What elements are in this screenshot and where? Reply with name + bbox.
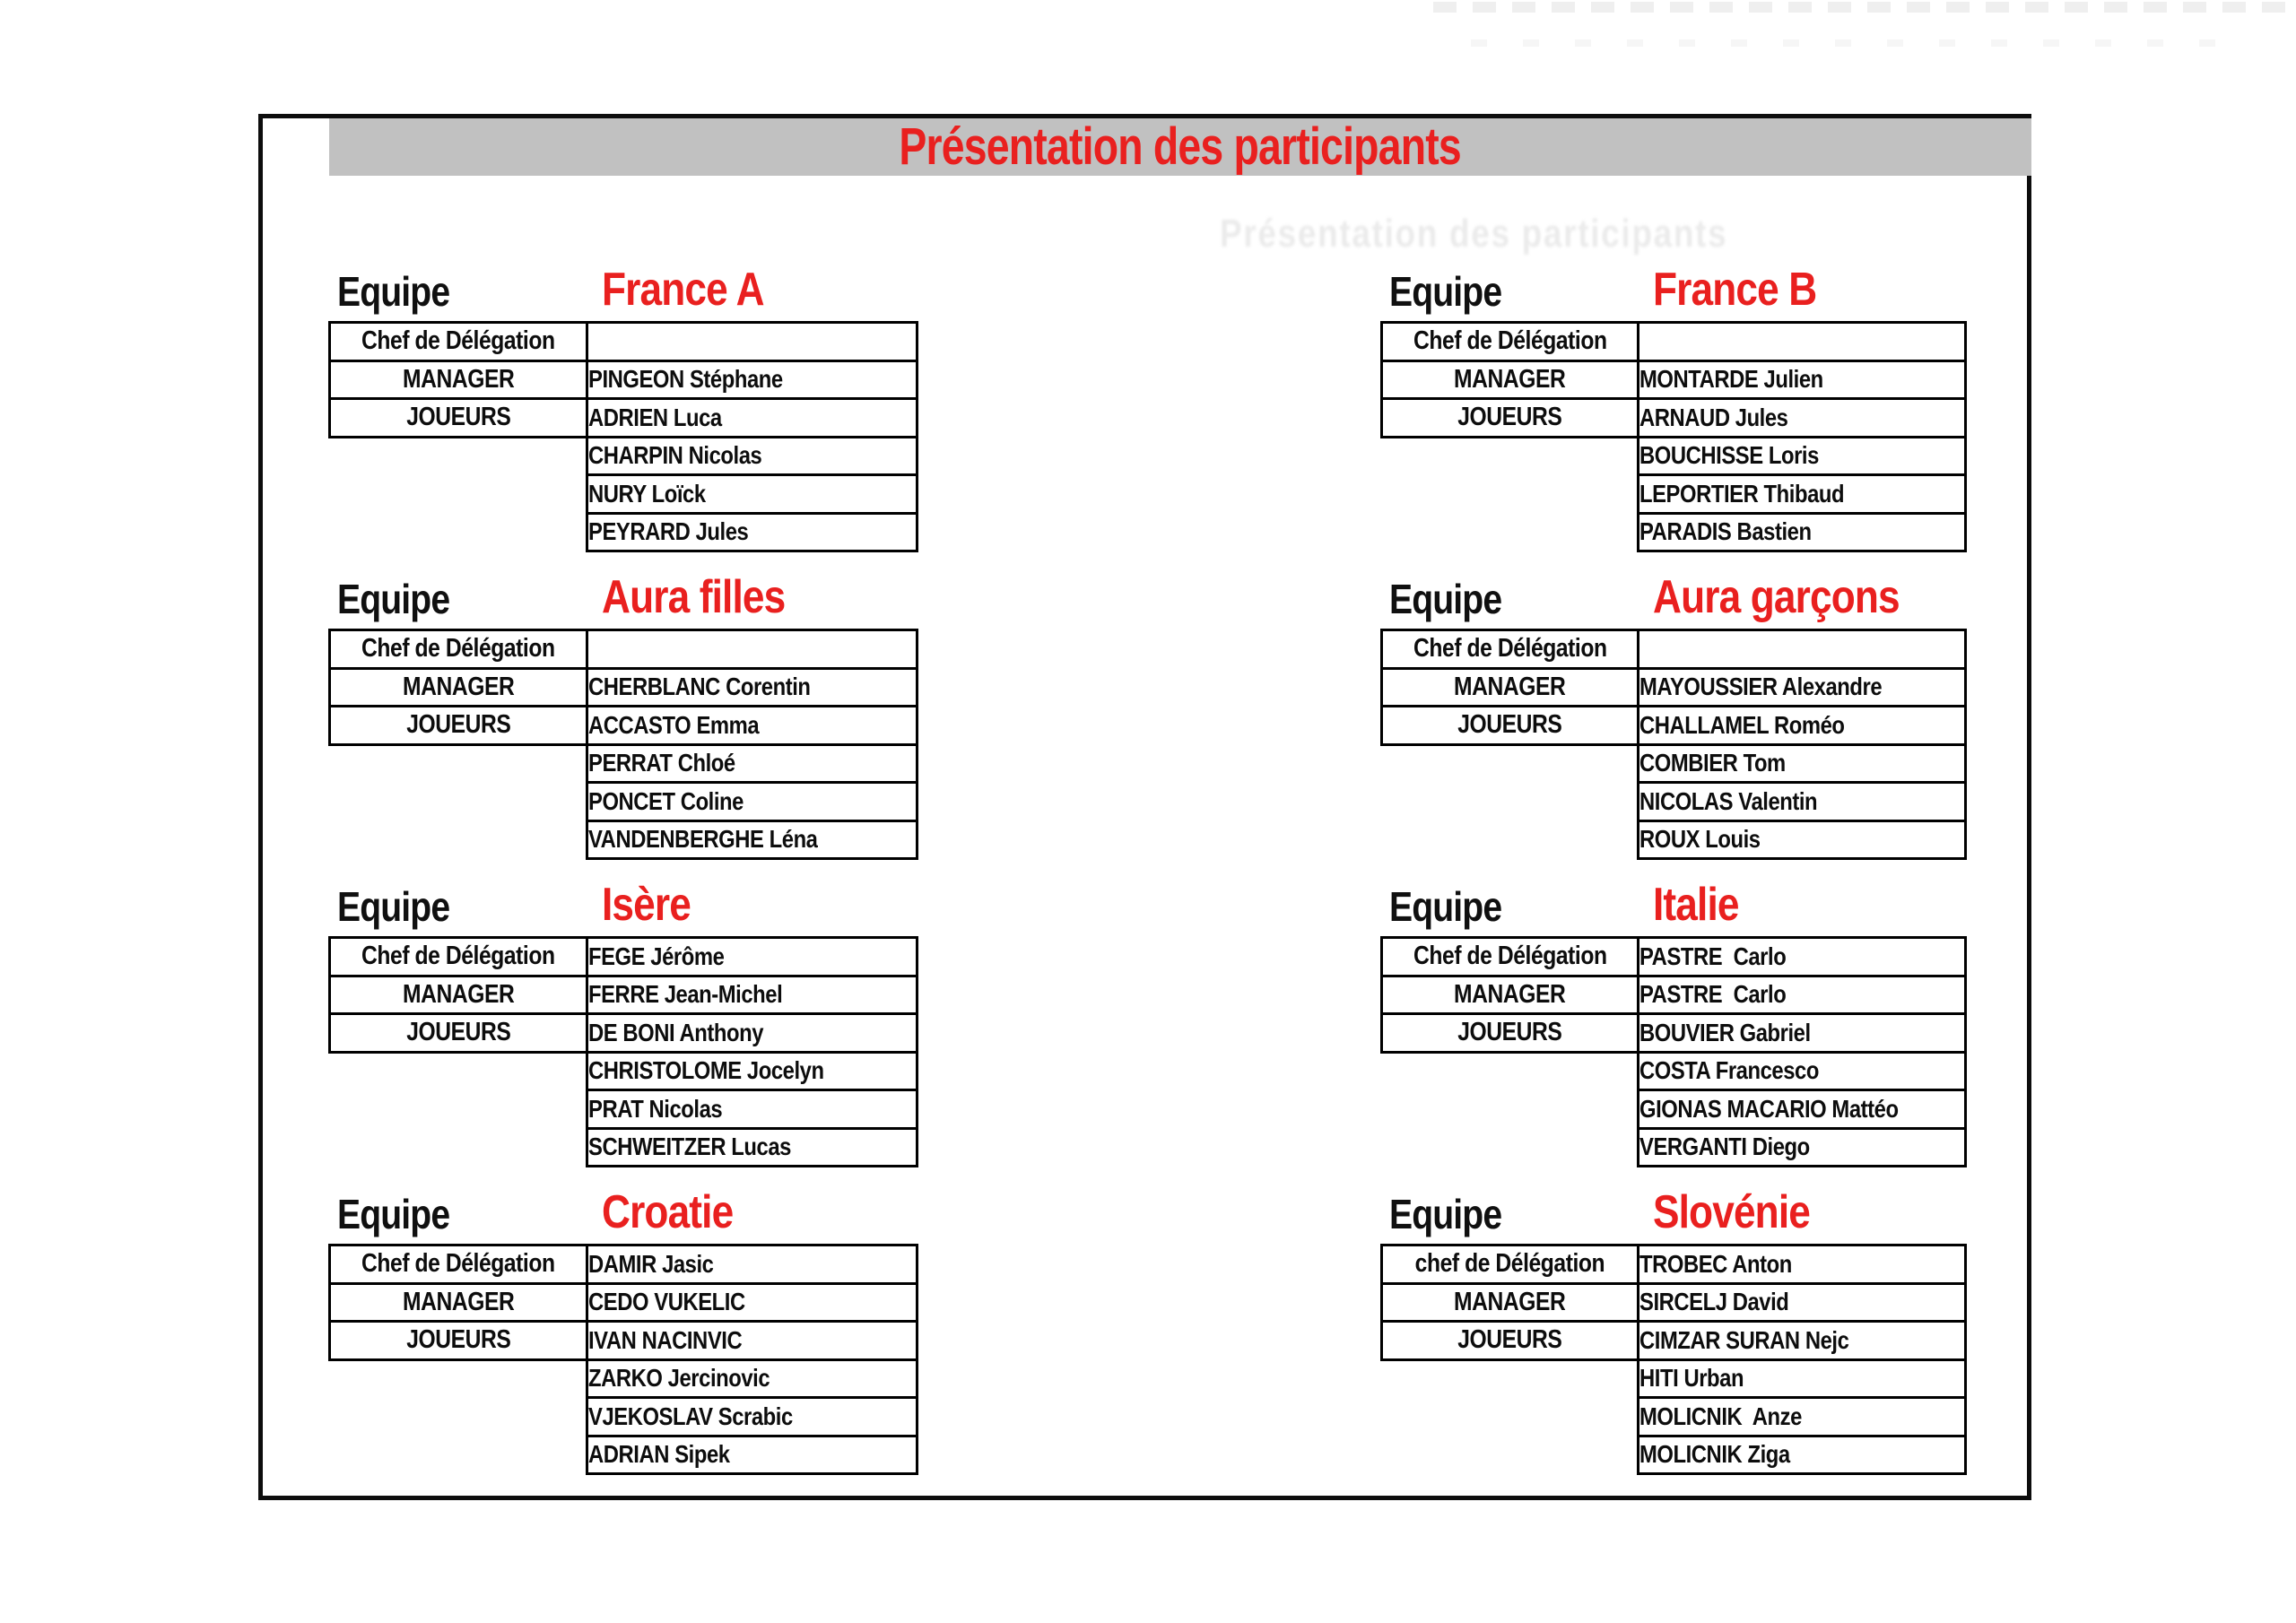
title-bar bbox=[329, 118, 2031, 176]
table-row bbox=[1382, 630, 1966, 669]
table-row bbox=[330, 668, 918, 707]
empty-cell bbox=[330, 437, 587, 475]
team-heading bbox=[328, 879, 916, 931]
team-heading bbox=[1380, 571, 1964, 623]
table-row bbox=[330, 475, 918, 514]
table-row bbox=[330, 1359, 918, 1398]
manager-label-cell bbox=[1382, 976, 1639, 1014]
empty-cell bbox=[330, 1398, 587, 1436]
player-value-cell bbox=[587, 399, 918, 438]
table-row bbox=[330, 707, 918, 745]
table-row bbox=[330, 1245, 918, 1284]
table-row bbox=[1382, 1283, 1966, 1322]
table-row bbox=[330, 820, 918, 859]
chef-label: Chef de Délégation bbox=[361, 1249, 555, 1279]
player-value-cell bbox=[587, 437, 918, 475]
player-name: PEYRARD Jules bbox=[588, 517, 749, 546]
table-row bbox=[330, 744, 918, 783]
table-row bbox=[330, 437, 918, 475]
player-value-cell bbox=[1639, 1014, 1966, 1053]
manager-label: MANAGER bbox=[402, 364, 515, 394]
joueurs-label: JOUEURS bbox=[405, 1018, 511, 1047]
table-row bbox=[1382, 707, 1966, 745]
empty-cell bbox=[330, 1090, 587, 1129]
team-table bbox=[1380, 629, 1967, 860]
manager-value-cell bbox=[1639, 360, 1966, 399]
chef-label: Chef de Délégation bbox=[361, 942, 555, 971]
table-row bbox=[330, 1090, 918, 1129]
player-name: ZARKO Jercinovic bbox=[588, 1364, 770, 1393]
team-name: Croatie bbox=[602, 1186, 734, 1238]
chef-value: PASTRE Carlo bbox=[1639, 942, 1787, 970]
player-value-cell bbox=[587, 820, 918, 859]
player-value-cell bbox=[1639, 707, 1966, 745]
player-name: VJEKOSLAV Scrabic bbox=[588, 1402, 793, 1430]
chef-value: FEGE Jérôme bbox=[588, 942, 725, 970]
empty-cell bbox=[1382, 1090, 1639, 1129]
player-value-cell bbox=[587, 1322, 918, 1360]
team-heading bbox=[328, 571, 916, 623]
table-row bbox=[1382, 938, 1966, 976]
manager-label-cell bbox=[1382, 668, 1639, 707]
player-value-cell bbox=[1639, 1322, 1966, 1360]
chef-value-cell bbox=[1639, 1245, 1966, 1284]
manager-value-cell bbox=[1639, 1283, 1966, 1322]
player-value-cell bbox=[587, 707, 918, 745]
player-value-cell bbox=[1639, 1398, 1966, 1436]
team-name: Italie bbox=[1653, 879, 1739, 931]
empty-cell bbox=[1382, 1436, 1639, 1474]
team-table bbox=[328, 321, 918, 552]
empty-cell bbox=[330, 1359, 587, 1398]
table-row bbox=[1382, 1128, 1966, 1167]
manager-value-cell bbox=[587, 668, 918, 707]
player-name: GIONAS MACARIO Mattéo bbox=[1639, 1094, 1899, 1123]
manager-value: PASTRE Carlo bbox=[1639, 980, 1787, 1009]
player-value-cell bbox=[1639, 513, 1966, 551]
empty-cell bbox=[1382, 1359, 1639, 1398]
table-row bbox=[330, 1014, 918, 1053]
player-name: VANDENBERGHE Léna bbox=[588, 825, 818, 854]
player-name: CHALLAMEL Roméo bbox=[1639, 710, 1845, 739]
table-row bbox=[1382, 1398, 1966, 1436]
empty-cell bbox=[330, 783, 587, 821]
chef-label-cell bbox=[330, 630, 587, 669]
table-row bbox=[1382, 1052, 1966, 1090]
empty-cell bbox=[1382, 1052, 1639, 1090]
player-name: ROUX Louis bbox=[1639, 825, 1761, 854]
player-name: MOLICNIK Ziga bbox=[1639, 1440, 1790, 1469]
empty-cell bbox=[1382, 437, 1639, 475]
player-name: COMBIER Tom bbox=[1639, 749, 1786, 777]
team-table bbox=[328, 936, 918, 1167]
table-row bbox=[1382, 1322, 1966, 1360]
scan-artifact-top bbox=[1433, 2, 2285, 13]
team-heading bbox=[1380, 1186, 1964, 1238]
chef-label: Chef de Délégation bbox=[1413, 634, 1607, 664]
player-value-cell bbox=[1639, 399, 1966, 438]
joueurs-label: JOUEURS bbox=[405, 1325, 511, 1355]
team-name: Aura filles bbox=[602, 571, 786, 623]
team-table bbox=[1380, 1244, 1967, 1475]
manager-value: CHERBLANC Corentin bbox=[588, 673, 811, 701]
player-value-cell bbox=[1639, 1052, 1966, 1090]
table-row bbox=[330, 1283, 918, 1322]
equipe-label: Equipe bbox=[337, 1191, 450, 1237]
joueurs-label-cell bbox=[1382, 1322, 1639, 1360]
team-name: France A bbox=[602, 264, 764, 316]
joueurs-label: JOUEURS bbox=[1457, 710, 1562, 740]
chef-value: TROBEC Anton bbox=[1639, 1249, 1792, 1278]
player-name: BOUVIER Gabriel bbox=[1639, 1018, 1811, 1046]
player-value-cell bbox=[587, 783, 918, 821]
chef-label-cell bbox=[1382, 1245, 1639, 1284]
table-row bbox=[330, 976, 918, 1014]
player-name: SCHWEITZER Lucas bbox=[588, 1133, 791, 1161]
player-name: IVAN NACINVIC bbox=[588, 1325, 743, 1354]
player-name: ARNAUD Jules bbox=[1639, 403, 1788, 431]
joueurs-label-cell bbox=[330, 1322, 587, 1360]
manager-value-cell bbox=[1639, 976, 1966, 1014]
player-name: PRAT Nicolas bbox=[588, 1094, 723, 1123]
player-name: ADRIEN Luca bbox=[588, 403, 722, 431]
table-row bbox=[1382, 437, 1966, 475]
player-value-cell bbox=[1639, 1090, 1966, 1129]
joueurs-label-cell bbox=[330, 1014, 587, 1053]
player-name: MOLICNIK Anze bbox=[1639, 1402, 1802, 1430]
chef-label: chef de Délégation bbox=[1414, 1249, 1605, 1279]
table-row bbox=[1382, 1436, 1966, 1474]
manager-label-cell bbox=[330, 360, 587, 399]
chef-value-cell bbox=[587, 323, 918, 361]
player-value-cell bbox=[1639, 744, 1966, 783]
player-value-cell bbox=[1639, 1128, 1966, 1167]
table-row bbox=[1382, 1014, 1966, 1053]
manager-label: MANAGER bbox=[1454, 1287, 1566, 1316]
table-row bbox=[330, 1128, 918, 1167]
team-name: France B bbox=[1653, 264, 1817, 316]
scan-ghost-text: Présentation des participants bbox=[1220, 212, 1728, 256]
empty-cell bbox=[330, 744, 587, 783]
chef-label: Chef de Délégation bbox=[361, 326, 555, 356]
chef-label-cell bbox=[1382, 323, 1639, 361]
table-row bbox=[1382, 668, 1966, 707]
manager-label-cell bbox=[330, 1283, 587, 1322]
player-value-cell bbox=[1639, 820, 1966, 859]
empty-cell bbox=[330, 1128, 587, 1167]
table-row bbox=[330, 1398, 918, 1436]
manager-label-cell bbox=[1382, 1283, 1639, 1322]
manager-label: MANAGER bbox=[402, 1287, 515, 1316]
manager-value-cell bbox=[587, 360, 918, 399]
manager-value-cell bbox=[587, 976, 918, 1014]
chef-value-cell bbox=[1639, 938, 1966, 976]
player-name: PERRAT Chloé bbox=[588, 749, 735, 777]
player-name: CIMZAR SURAN Nejc bbox=[1639, 1325, 1849, 1354]
joueurs-label-cell bbox=[1382, 707, 1639, 745]
empty-cell bbox=[1382, 783, 1639, 821]
table-row bbox=[330, 938, 918, 976]
table-row bbox=[330, 1052, 918, 1090]
team-name: Isère bbox=[602, 879, 691, 931]
player-value-cell bbox=[1639, 783, 1966, 821]
empty-cell bbox=[330, 820, 587, 859]
equipe-label: Equipe bbox=[337, 883, 450, 930]
joueurs-label-cell bbox=[1382, 399, 1639, 438]
empty-cell bbox=[1382, 475, 1639, 514]
empty-cell bbox=[1382, 820, 1639, 859]
player-value-cell bbox=[587, 1398, 918, 1436]
empty-cell bbox=[330, 475, 587, 514]
joueurs-label: JOUEURS bbox=[405, 403, 511, 432]
empty-cell bbox=[330, 1052, 587, 1090]
joueurs-label: JOUEURS bbox=[1457, 1018, 1562, 1047]
table-row bbox=[330, 630, 918, 669]
player-name: ACCASTO Emma bbox=[588, 710, 760, 739]
team-table bbox=[328, 1244, 918, 1475]
table-row bbox=[1382, 783, 1966, 821]
joueurs-label-cell bbox=[330, 707, 587, 745]
manager-value: CEDO VUKELIC bbox=[588, 1288, 745, 1316]
table-row bbox=[330, 513, 918, 551]
player-name: VERGANTI Diego bbox=[1639, 1133, 1810, 1161]
chef-label: Chef de Délégation bbox=[361, 634, 555, 664]
team-heading bbox=[328, 1186, 916, 1238]
manager-label: MANAGER bbox=[402, 979, 515, 1009]
player-value-cell bbox=[587, 1128, 918, 1167]
table-row bbox=[1382, 323, 1966, 361]
table-row bbox=[1382, 1359, 1966, 1398]
manager-value: FERRE Jean-Michel bbox=[588, 980, 783, 1009]
manager-label-cell bbox=[1382, 360, 1639, 399]
team-table bbox=[1380, 321, 1967, 552]
table-row bbox=[330, 360, 918, 399]
manager-label: MANAGER bbox=[1454, 364, 1566, 394]
manager-value: SIRCELJ David bbox=[1639, 1288, 1789, 1316]
manager-label-cell bbox=[330, 976, 587, 1014]
player-value-cell bbox=[1639, 1436, 1966, 1474]
joueurs-label: JOUEURS bbox=[1457, 1325, 1562, 1355]
chef-value-cell bbox=[587, 1245, 918, 1284]
player-value-cell bbox=[1639, 475, 1966, 514]
player-value-cell bbox=[587, 1359, 918, 1398]
table-row bbox=[1382, 1090, 1966, 1129]
empty-cell bbox=[330, 513, 587, 551]
table-row bbox=[1382, 513, 1966, 551]
chef-label-cell bbox=[1382, 630, 1639, 669]
team-table bbox=[1380, 936, 1967, 1167]
chef-label-cell bbox=[330, 323, 587, 361]
table-row bbox=[1382, 744, 1966, 783]
player-name: CHRISTOLOME Jocelyn bbox=[588, 1056, 824, 1085]
player-name: NICOLAS Valentin bbox=[1639, 786, 1818, 815]
table-row bbox=[1382, 360, 1966, 399]
table-row bbox=[330, 399, 918, 438]
team-table bbox=[328, 629, 918, 860]
player-name: NURY Loïck bbox=[588, 479, 706, 508]
table-row bbox=[330, 1322, 918, 1360]
manager-value: PINGEON Stéphane bbox=[588, 365, 783, 394]
empty-cell bbox=[1382, 1128, 1639, 1167]
table-row bbox=[330, 1436, 918, 1474]
player-name: DE BONI Anthony bbox=[588, 1018, 764, 1046]
chef-label: Chef de Délégation bbox=[1413, 326, 1607, 356]
player-value-cell bbox=[587, 1052, 918, 1090]
manager-label: MANAGER bbox=[402, 672, 515, 701]
table-row bbox=[1382, 399, 1966, 438]
joueurs-label: JOUEURS bbox=[1457, 403, 1562, 432]
joueurs-label-cell bbox=[330, 399, 587, 438]
player-name: ADRIAN Sipek bbox=[588, 1440, 730, 1469]
player-value-cell bbox=[587, 1090, 918, 1129]
table-row bbox=[1382, 475, 1966, 514]
chef-label-cell bbox=[1382, 938, 1639, 976]
equipe-label: Equipe bbox=[1389, 268, 1502, 315]
manager-value: MONTARDE Julien bbox=[1639, 365, 1823, 394]
equipe-label: Equipe bbox=[337, 268, 450, 315]
empty-cell bbox=[1382, 1398, 1639, 1436]
page-title: Présentation des participants bbox=[899, 117, 1462, 176]
joueurs-label-cell bbox=[1382, 1014, 1639, 1053]
player-name: HITI Urban bbox=[1639, 1364, 1744, 1393]
team-name: Aura garçons bbox=[1653, 571, 1900, 623]
chef-label-cell bbox=[330, 938, 587, 976]
empty-cell bbox=[1382, 744, 1639, 783]
team-heading bbox=[328, 264, 916, 316]
chef-value-cell bbox=[587, 630, 918, 669]
equipe-label: Equipe bbox=[337, 576, 450, 622]
player-value-cell bbox=[587, 513, 918, 551]
manager-label-cell bbox=[330, 668, 587, 707]
manager-label: MANAGER bbox=[1454, 672, 1566, 701]
player-value-cell bbox=[587, 744, 918, 783]
player-value-cell bbox=[587, 1014, 918, 1053]
chef-label-cell bbox=[330, 1245, 587, 1284]
player-name: BOUCHISSE Loris bbox=[1639, 441, 1819, 470]
chef-value-cell bbox=[1639, 630, 1966, 669]
player-value-cell bbox=[1639, 1359, 1966, 1398]
player-name: COSTA Francesco bbox=[1639, 1056, 1819, 1085]
team-heading bbox=[1380, 879, 1964, 931]
table-row bbox=[1382, 1245, 1966, 1284]
equipe-label: Equipe bbox=[1389, 576, 1502, 622]
scan-artifact-top-2 bbox=[1471, 39, 2242, 47]
team-heading bbox=[1380, 264, 1964, 316]
manager-value-cell bbox=[1639, 668, 1966, 707]
empty-cell bbox=[1382, 513, 1639, 551]
manager-value: MAYOUSSIER Alexandre bbox=[1639, 673, 1883, 701]
table-row bbox=[330, 323, 918, 361]
equipe-label: Equipe bbox=[1389, 1191, 1502, 1237]
table-row bbox=[1382, 976, 1966, 1014]
player-name: PARADIS Bastien bbox=[1639, 517, 1812, 546]
equipe-label: Equipe bbox=[1389, 883, 1502, 930]
manager-label: MANAGER bbox=[1454, 979, 1566, 1009]
player-value-cell bbox=[587, 1436, 918, 1474]
player-name: LEPORTIER Thibaud bbox=[1639, 479, 1845, 508]
chef-label: Chef de Délégation bbox=[1413, 942, 1607, 971]
chef-value-cell bbox=[587, 938, 918, 976]
empty-cell bbox=[330, 1436, 587, 1474]
player-name: CHARPIN Nicolas bbox=[588, 441, 762, 470]
chef-value-cell bbox=[1639, 323, 1966, 361]
table-row bbox=[330, 783, 918, 821]
table-row bbox=[1382, 820, 1966, 859]
chef-value: DAMIR Jasic bbox=[588, 1249, 714, 1278]
player-name: PONCET Coline bbox=[588, 786, 744, 815]
player-value-cell bbox=[587, 475, 918, 514]
team-name: Slovénie bbox=[1653, 1186, 1810, 1238]
manager-value-cell bbox=[587, 1283, 918, 1322]
player-value-cell bbox=[1639, 437, 1966, 475]
joueurs-label: JOUEURS bbox=[405, 710, 511, 740]
